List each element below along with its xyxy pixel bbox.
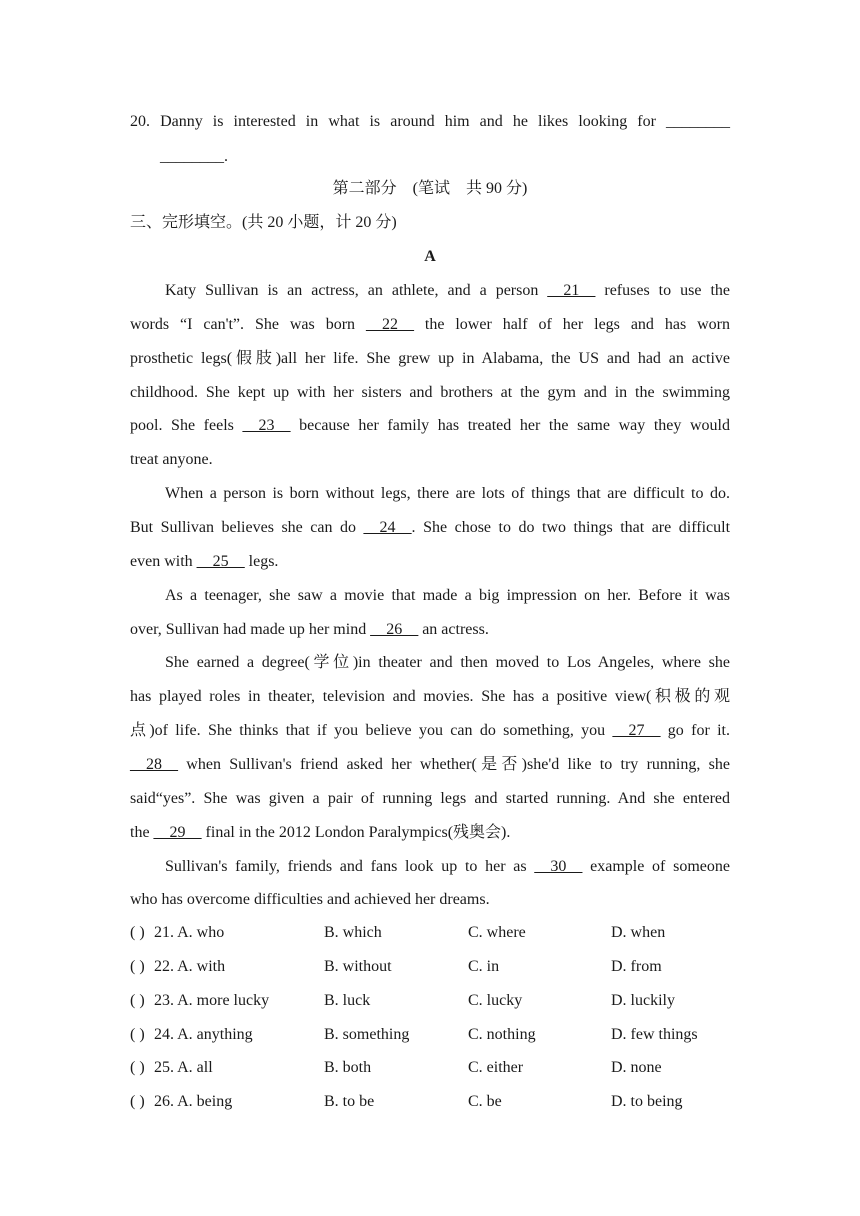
option-c: C. be: [468, 1093, 502, 1110]
option-b: B. which: [324, 924, 382, 941]
option-d: D. few things: [611, 1026, 698, 1043]
passage-text: final in the 2012 London Paralympics(残奥会).: [201, 824, 511, 841]
passage-line: [130, 383, 730, 403]
option-c: C. in: [468, 958, 500, 975]
passage-text: When a person is born without legs, there are lots of things that are difficult to do.: [165, 485, 730, 502]
passage-line: [130, 349, 730, 369]
option-b: B. both: [324, 1059, 372, 1076]
passage-text: when Sullivan's friend asked her whether(是否)she'd like to try running, she: [178, 756, 730, 773]
cloze-blank: __21__: [547, 282, 596, 299]
option-d: D. when: [611, 924, 666, 941]
passage-text: prosthetic legs(假肢)all her life. She grew up in Alabama, the US and had an active: [130, 350, 730, 367]
option-row: [130, 923, 730, 943]
question-20-line-1: 20. Danny is interested in what is around him and he likes looking for ________: [130, 113, 730, 130]
passage-text: words “I can't”. She was born: [130, 316, 366, 333]
option-a: 23. A. more lucky: [154, 992, 270, 1009]
passage-text: go for it.: [660, 722, 730, 739]
answer-paren: ( ): [130, 958, 145, 975]
passage-text: As a teenager, she saw a movie that made a big impression on her. Before it was: [165, 587, 730, 604]
passage-text: treat anyone.: [130, 451, 213, 468]
passage-text: example of someone: [582, 858, 730, 875]
option-b: B. to be: [324, 1093, 375, 1110]
passage-line: [165, 281, 730, 301]
option-row: [130, 1092, 730, 1112]
passage-line: [130, 620, 730, 640]
question-20-line-2: ________.: [160, 148, 228, 165]
option-a: 26. A. being: [154, 1093, 233, 1110]
option-b: B. without: [324, 958, 392, 975]
passage-line: [130, 450, 730, 470]
passage-text: over, Sullivan had made up her mind: [130, 621, 371, 638]
answer-paren: ( ): [130, 1093, 145, 1110]
cloze-blank: __27__: [612, 722, 661, 739]
passage-text: Katy Sullivan is an actress, an athlete, and a person: [165, 282, 548, 299]
option-d: D. none: [611, 1059, 662, 1076]
option-d: D. from: [611, 958, 662, 975]
option-row: [130, 991, 730, 1011]
cloze-blank: __23__: [242, 417, 291, 434]
option-b: B. something: [324, 1026, 410, 1043]
passage-text: But Sullivan believes she can do: [130, 519, 364, 536]
option-a: 22. A. with: [154, 958, 226, 975]
option-row: [130, 1025, 730, 1045]
passage-text: pool. She feels: [130, 417, 243, 434]
passage-text: the: [130, 824, 154, 841]
passage-line: [130, 890, 730, 910]
cloze-blank: __22__: [365, 316, 414, 333]
cloze-blank: __30__: [534, 858, 583, 875]
option-c: C. either: [468, 1059, 524, 1076]
passage-text: said“yes”. She was given a pair of running legs and started running. And she entered: [130, 790, 730, 807]
option-a: 25. A. all: [154, 1059, 213, 1076]
passage-line: [130, 518, 730, 538]
cloze-blank: __29__: [153, 824, 202, 841]
option-row: [130, 957, 730, 977]
passage-text: has played roles in theater, television and movies. She has a positive view(积极的观: [130, 688, 730, 705]
option-a: 21. A. who: [154, 924, 225, 941]
passage-text: because her family has treated her the same way they would: [290, 417, 730, 434]
passage-line: [130, 755, 730, 775]
passage-text: even with: [130, 553, 197, 570]
answer-paren: ( ): [130, 1026, 145, 1043]
section-title: 第二部分 (笔试 共 90 分): [332, 180, 528, 197]
passage-line: [165, 586, 730, 606]
option-c: C. lucky: [468, 992, 523, 1009]
option-d: D. luckily: [611, 992, 675, 1009]
answer-paren: ( ): [130, 992, 145, 1009]
passage-line: [130, 687, 730, 707]
passage-text: refuses to use the: [595, 282, 730, 299]
passage-text: She earned a degree(学位)in theater and then moved to Los Angeles, where she: [165, 654, 730, 671]
passage-line: [165, 857, 730, 877]
passage-line: [130, 552, 730, 572]
passage-line: [130, 823, 730, 843]
passage-text: who has overcome difficulties and achieved her dreams.: [130, 891, 490, 908]
passage-line: [130, 315, 730, 335]
passage-line: [130, 416, 730, 436]
option-c: C. where: [468, 924, 526, 941]
part-3-title: 三、完形填空。(共 20 小题，计 20 分): [130, 214, 397, 231]
cloze-blank: __28__: [130, 756, 178, 773]
passage-line: [130, 789, 730, 809]
passage-text: . She chose to do two things that are difficult: [411, 519, 731, 536]
cloze-blank: __25__: [196, 553, 245, 570]
answer-paren: ( ): [130, 1059, 145, 1076]
passage-text: 点)of life. She thinks that if you believe you can do something, you: [130, 722, 613, 739]
passage-text: Sullivan's family, friends and fans look up to her as: [165, 858, 535, 875]
option-c: C. nothing: [468, 1026, 536, 1043]
passage-label: A: [424, 248, 436, 265]
option-row: [130, 1058, 730, 1078]
passage-line: [165, 484, 730, 504]
passage-text: an actress.: [418, 621, 489, 638]
passage-line: [165, 653, 730, 673]
answer-paren: ( ): [130, 924, 145, 941]
passage-line: [130, 721, 730, 741]
option-b: B. luck: [324, 992, 371, 1009]
passage-text: legs.: [244, 553, 279, 570]
passage-text: the lower half of her legs and has worn: [413, 316, 730, 333]
cloze-blank: __26__: [370, 621, 419, 638]
option-d: D. to being: [611, 1093, 683, 1110]
passage-text: childhood. She kept up with her sisters and brothers at the gym and in the swimming: [130, 384, 730, 401]
cloze-blank: __24__: [363, 519, 412, 536]
option-a: 24. A. anything: [154, 1026, 253, 1043]
